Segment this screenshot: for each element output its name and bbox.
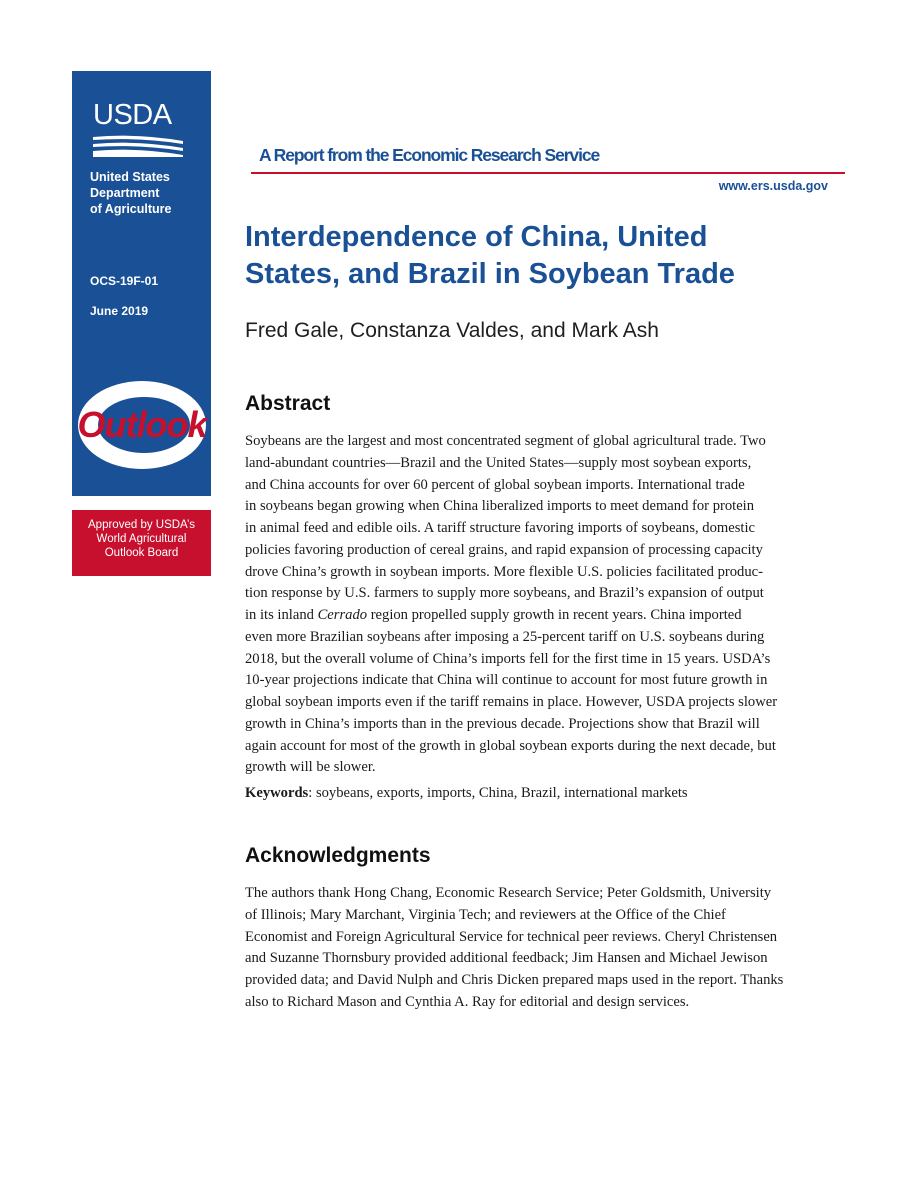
svg-text:Outlook: Outlook (77, 404, 207, 445)
outlook-logo-icon (58, 371, 213, 476)
report-number: OCS-19F-01 (90, 274, 159, 288)
abstract-heading: Abstract (245, 392, 331, 415)
header-divider (251, 172, 845, 174)
acknowledgments-heading: Acknowledgments (245, 844, 431, 867)
sidebar (72, 71, 211, 496)
report-title: Interdependence of China, United States, and Brazil in Soybean Trade (245, 221, 735, 290)
acknowledgments-text: The authors thank Hong Chang, Economic Research Service; Peter Goldsmith, University of Illinois; Mary Marchant, Virginia Tech; and reviewers at the Office of the Chief Economist and Foreign Agricultural Service for technical peer reviews. Cheryl Christensen and Suzanne Thornsbury provided additional feedback; Jim Hansen and Michael Jewison provided data; and David Nulph and Chris Dicken prepared maps used in the report. Thanks also to Richard Mason and Cynthia A. Ray for editorial and design services. (245, 885, 784, 1010)
usda-swoosh-icon (93, 135, 183, 157)
keywords-label: Keywords (245, 785, 309, 801)
keywords (245, 783, 848, 805)
approval-badge: Approved by USDA’s World Agricultural Outlook Board (72, 510, 211, 576)
usda-logo-text: USDA (93, 99, 172, 131)
authors: Fred Gale, Constanza Valdes, and Mark Ash (245, 319, 659, 342)
cerrado-term: Cerrado (317, 607, 368, 623)
website-link[interactable]: www.ers.usda.gov (718, 179, 828, 193)
keywords-list: : soybeans, exports, imports, China, Brazil, international markets (308, 785, 688, 801)
report-date: June 2019 (90, 304, 149, 318)
abstract-text: Soybeans are the largest and most concentrated segment of global agricultural trade. Two land-abundant countries—Brazil and the United States—supply most soybean exports, and China accounts for over 60 percent of global soybean imports. International trade in soybeans began growing when China liberalized imports to meet demand for protein in animal feed and edible oils. A tariff structure favoring imports of soybeans, domestic policies favoring production of cereal grains, and rapid expansion of processing capacity drove China’s growth in soybean imports. More flexible U.S. policies facilitated produc- tion response by U.S. farmers to supply more soybeans, and Brazil’s expansion of output in its inland Cerrado region propelled supply growth in recent years. China imported even more Brazilian soybeans after imposing a 25-percent tariff on U.S. soybeans during 2018, but the overall volume of China’s imports fell for the first time in 15 years. USDA’s 10-year projections indicate that China will continue to account for most future growth in global soybean imports even if the tariff remains in place. However, USDA projects slower growth in China’s imports than in the previous decade. Projections show that Brazil will again account for most of the growth in global soybean exports during the next decade, but growth will be slower. (245, 433, 778, 776)
report-source-tagline: A Report from the Economic Research Service (259, 145, 600, 165)
department-name: United States Department of Agriculture (90, 170, 172, 216)
